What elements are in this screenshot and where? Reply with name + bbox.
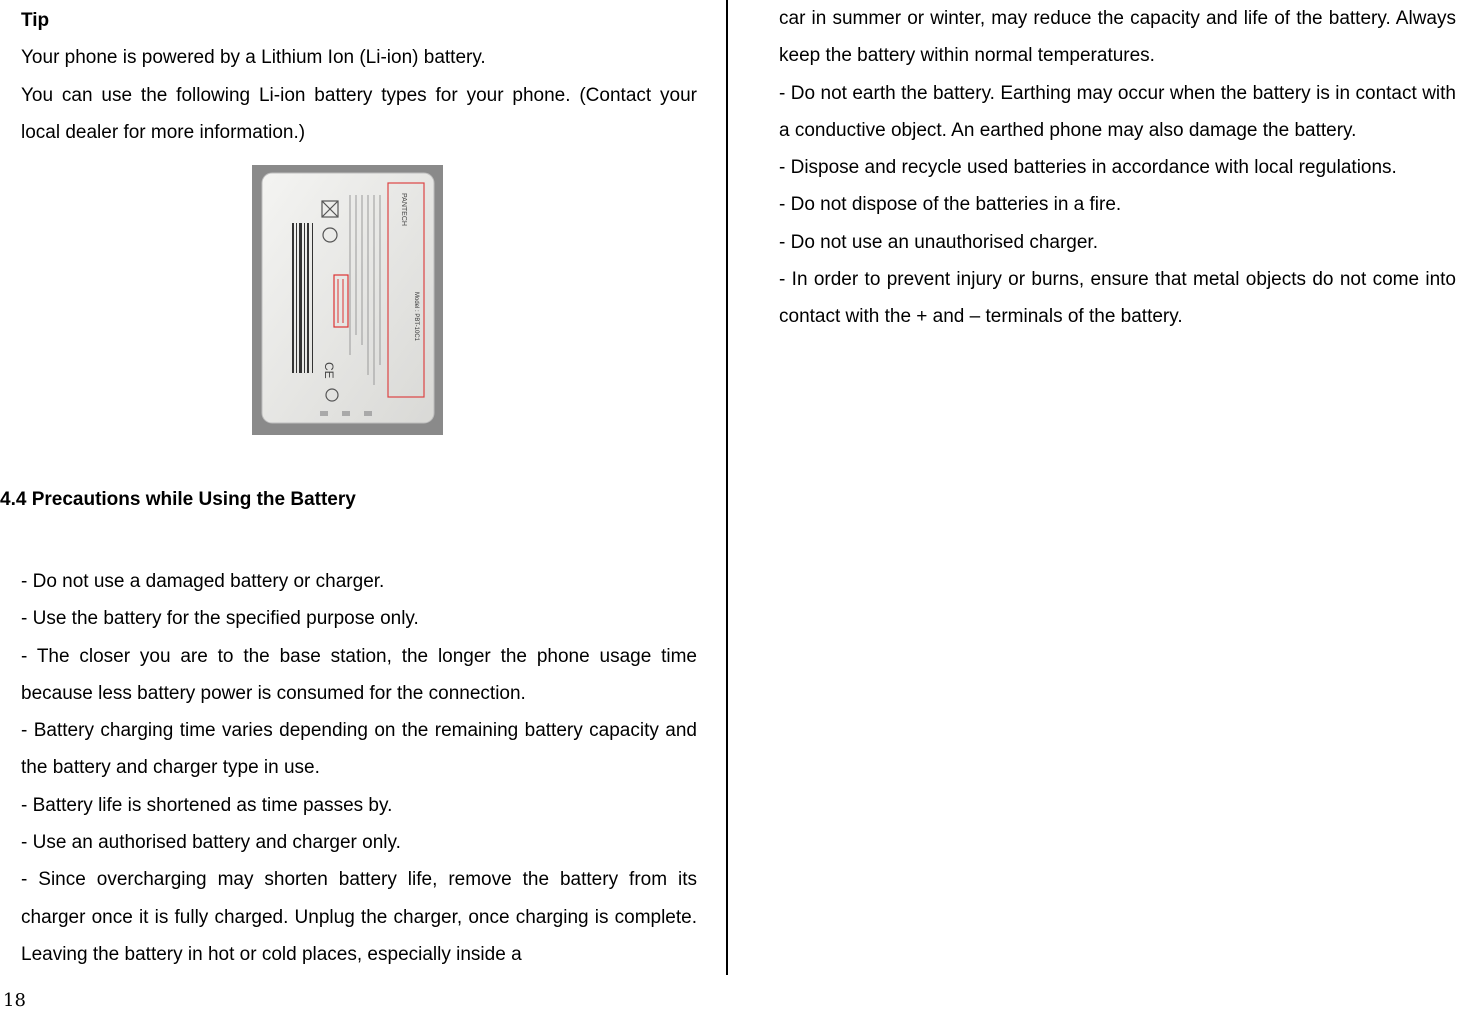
precaution-item: - Do not use a damaged battery or charger. — [21, 571, 385, 592]
battery-model-text: Model : PBT-10C1 — [413, 292, 419, 342]
section-heading: 4.4 Precautions while Using the Battery — [0, 489, 356, 510]
tip-block — [21, 2, 697, 151]
precaution-item: - In order to prevent injury or burns, ensure that metal objects do not come into contact with the + and – terminals of the battery. — [779, 269, 1456, 328]
tip-line: You can use the following Li-ion battery types for your phone. (Contact your local dealer for more information.) — [21, 84, 697, 143]
precaution-item: - The closer you are to the base station, the longer the phone usage time because less battery power is consumed for the connection. — [21, 645, 697, 704]
precaution-item: car in summer or winter, may reduce the capacity and life of the battery. Always keep the battery within normal temperatures. — [779, 8, 1456, 67]
precaution-item: - Do not dispose of the batteries in a fire. — [779, 194, 1122, 216]
right-precautions-list — [779, 0, 1456, 336]
precaution-item: - Dispose and recycle used batteries in accordance with local regulations. — [779, 157, 1397, 179]
precaution-item: - Battery life is shortened as time passes by. — [21, 794, 393, 816]
precaution-item: - Use the battery for the specified purpose only. — [21, 608, 419, 630]
precaution-item: - Since overcharging may shorten battery life, remove the battery from its charger once it is fully charged. Unplug the charger, once charging is complete. Leaving the battery in hot or cold places, especially inside a — [21, 869, 697, 965]
column-divider — [726, 0, 728, 975]
tip-line: Your phone is powered by a Lithium Ion (Li-ion) battery. — [21, 47, 486, 69]
precaution-item: - Do not use an unauthorised charger. — [779, 231, 1098, 253]
battery-illustration — [252, 165, 443, 435]
precaution-item: - Use an authorised battery and charger only. — [21, 832, 401, 854]
battery-photo — [252, 165, 443, 435]
svg-text:CE: CE — [322, 362, 336, 379]
precaution-item: - Battery charging time varies depending on the remaining battery capacity and the battery and charger type in use. — [21, 720, 697, 779]
left-precautions-list — [21, 563, 697, 973]
page-number: 18 — [3, 990, 26, 1011]
precaution-item: - Do not earth the battery. Earthing may occur when the battery is in contact with a conductive object. An earthed phone may also damage the battery. — [779, 82, 1456, 141]
tip-title: Tip — [21, 10, 50, 31]
battery-brand-text: PANTECH — [400, 193, 407, 226]
